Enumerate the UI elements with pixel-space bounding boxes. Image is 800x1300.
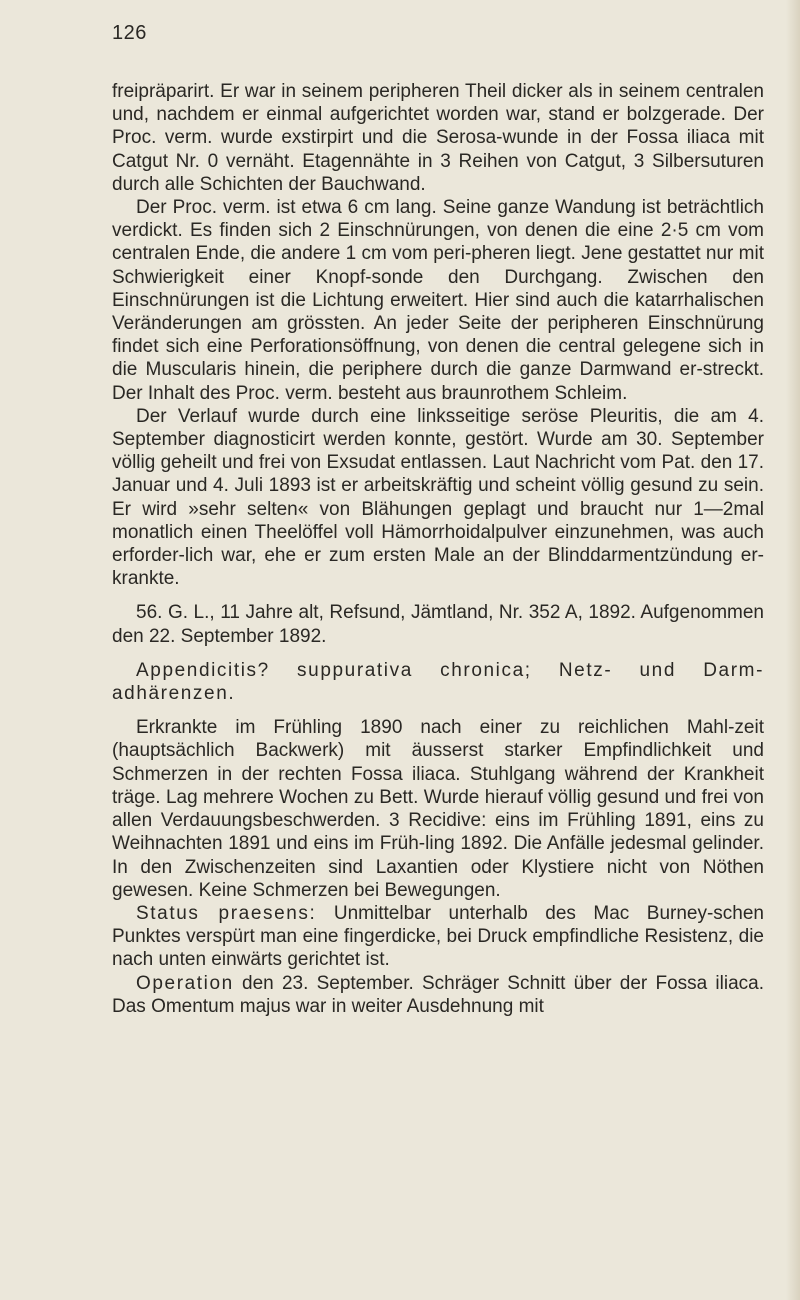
operation-text: den 23. September. Schräger Schnitt über der Fossa iliaca. Das Omentum majus war in weiter Ausdehnung mit <box>112 972 764 1017</box>
case-heading: 56. G. L., 11 Jahre alt, Refsund, Jämtland, Nr. 352 A, 1892. Aufgenommen den 22. September 1892. <box>112 602 764 647</box>
status-praesens-label: Status praesens: <box>136 902 317 924</box>
paragraph-specimen-description: Der Proc. verm. ist etwa 6 cm lang. Seine ganze Wandung ist beträchtlich verdickt. Es finden sich 2 Einschnürungen, von denen die eine 2·5 cm vom centralen Ende, die andere 1 cm vom peri-pheren liegt. Jene gestattet nur mit Schwierigkeit einer Knopf-sonde den Durchgang. Zwischen den Einschnürungen ist die Lichtung erweitert. Hier sind auch die katarrhalischen Veränderungen am grössten. An jeder Seite der peripheren Einschnürung findet sich eine Perforationsöffnung, von denen die central gelegene sich in die Muscularis hinein, die periphere durch die ganze Darmwand er-streckt. Der Inhalt des Proc. verm. besteht aus braunrothem Schleim. <box>112 197 764 404</box>
body-text <box>112 80 764 1018</box>
paragraph-course: Der Verlauf wurde durch eine linksseitige seröse Pleuritis, die am 4. September diagnosticirt werden konnte, gestört. Wurde am 30. September völlig geheilt und frei von Exsudat entlassen. Laut Nachricht vom Pat. den 17. Januar und 4. Juli 1893 ist er arbeitskräftig und scheint völlig gesund zu sein. Er wird »sehr selten« von Blähungen geplagt und braucht nur 1—2mal monatlich einen Theelöffel voll Hämorrhoidalpulver einzunehmen, was auch erforder-lich war, ehe er zum ersten Male an der Blinddarmentzündung er-krankte. <box>112 405 764 590</box>
paragraph-operation-continued: freipräparirt. Er war in seinem peripheren Theil dicker als in seinem centralen und, nachdem er einmal aufgerichtet worden war, stand er bolzgerade. Der Proc. verm. wurde exstirpirt und die Serosa-wunde in der Fossa iliaca mit Catgut Nr. 0 vernäht. Etagennähte in 3 Reihen von Catgut, 3 Silbersuturen durch alle Schichten der Bauchwand. <box>112 81 764 195</box>
paragraph-operation <box>112 972 764 1018</box>
operation-label: Operation <box>136 972 234 994</box>
status-praesens-text: Unmittelbar unterhalb des Mac Burney-schen Punktes verspürt man eine fingerdicke, bei Druck empfindliche Resistenz, die nach unten einwärts gerichtet ist. <box>112 902 764 971</box>
page-number: 126 <box>112 22 147 44</box>
page-edge-shadow <box>786 0 800 1300</box>
diagnosis: Appendicitis? suppurativa chronica; Netz- und Darm-adhärenzen. <box>112 659 764 705</box>
paragraph-status-praesens <box>112 902 764 972</box>
paragraph-history: Erkrankte im Frühling 1890 nach einer zu reichlichen Mahl-zeit (hauptsächlich Backwerk) mit äusserst starker Empfindlichkeit und Schmerzen in der rechten Fossa iliaca. Stuhlgang während der Krankheit träge. Lag mehrere Wochen zu Bett. Wurde hierauf völlig gesund und frei von allen Verdauungsbeschwerden. 3 Recidive: eins im Frühling 1891, eins zu Weihnachten 1891 und eins im Früh-ling 1892. Die Anfälle jedesmal gelinder. In den Zwischenzeiten sind Laxantien oder Klystiere nicht von Nöthen gewesen. Keine Schmerzen bei Bewegungen. <box>112 717 764 901</box>
